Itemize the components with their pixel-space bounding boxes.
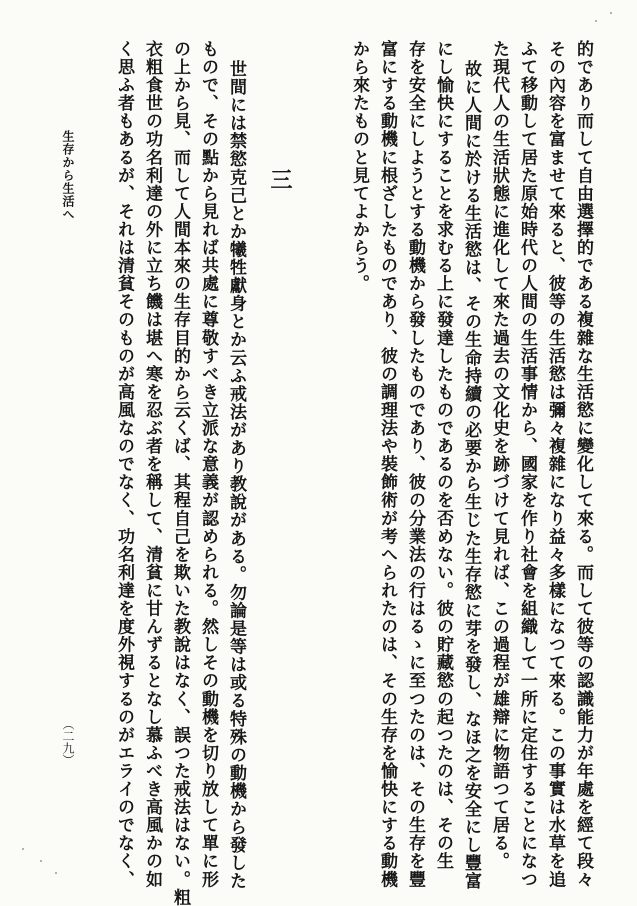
text-column-3: ふて移動して居た原始時代の人間の生活事情から、國家を作り社會を組織して一所に定住することになつ <box>517 40 537 889</box>
text-column-2: その內容を富ませて來ると、彼等の生活慾は彌々複雜になり益々多樣になつて來る。この事實は水草を追 <box>545 40 565 889</box>
text-column-11: もので、その點から見れば共處に尊敬すべき立派な意義が認められる。然しその動機を切り放して單に形 <box>198 40 218 889</box>
scan-speck <box>55 872 57 874</box>
text-column-9: から來たものと見てよからう。 <box>349 40 369 293</box>
text-column-7: 存を安全にしようとする動機から發したものであり、彼の分業法の行はるゝに至つたのは、その生存を豐 <box>405 40 425 889</box>
scan-speck <box>22 848 24 850</box>
text-column-1: 的であり而して自由選擇的である複雜な生活慾に變化して來る。而して彼等の認識能力が年處を經て段々 <box>573 40 593 889</box>
text-column-4: た現代人の生活狀態に進化して來た過去の文化史を跡づけて見れば、この過程が雄辯に物語つて居る。 <box>489 40 509 871</box>
scan-speck <box>40 860 42 862</box>
scan-speck <box>610 12 612 14</box>
running-head: 生存から生活へ <box>61 130 75 221</box>
text-column-6: にし愉快にすることを求むる上に發達したものであるのを否めない。彼の貯藏慾の起つたのは、その生 <box>433 40 453 871</box>
text-column-10: 世間には禁慾克己とか犧牲獻身とか云ふ戒法があり教說がある。勿論是等は或る特殊の動機から發した <box>226 60 246 891</box>
text-column-13: 衣粗食世の功名利達の外に立ち饑は堪へ寒を忍ぶ者を稱して、清貧に甘んずるとなし慕ふべき高風かの如 <box>142 40 162 889</box>
text-column-14: く思ふ者もあるが、それは清貧そのものが高風なのでなく、功名利達を度外視するのがエライのでなく、 <box>114 40 134 889</box>
text-column-12: の上から見、而して人間本來の生存目的から云くば、其程自己を欺いた教說はなく、誤つた戒法はない。粗 <box>170 40 190 906</box>
scan-speck <box>595 20 597 22</box>
page-number: （二九） <box>61 718 75 766</box>
section-number: 三 <box>267 168 293 190</box>
text-column-5: 故に人間に於ける生活慾は、その生命持續の必要から生じた生存慾に芽を發し、なほ之を安全にし豐富 <box>461 60 481 891</box>
text-column-8: 富にする動機に根ざしたものであり、彼の調理法や裝飾術が考へられたのは、その生存を愉快にする動機 <box>377 40 397 889</box>
